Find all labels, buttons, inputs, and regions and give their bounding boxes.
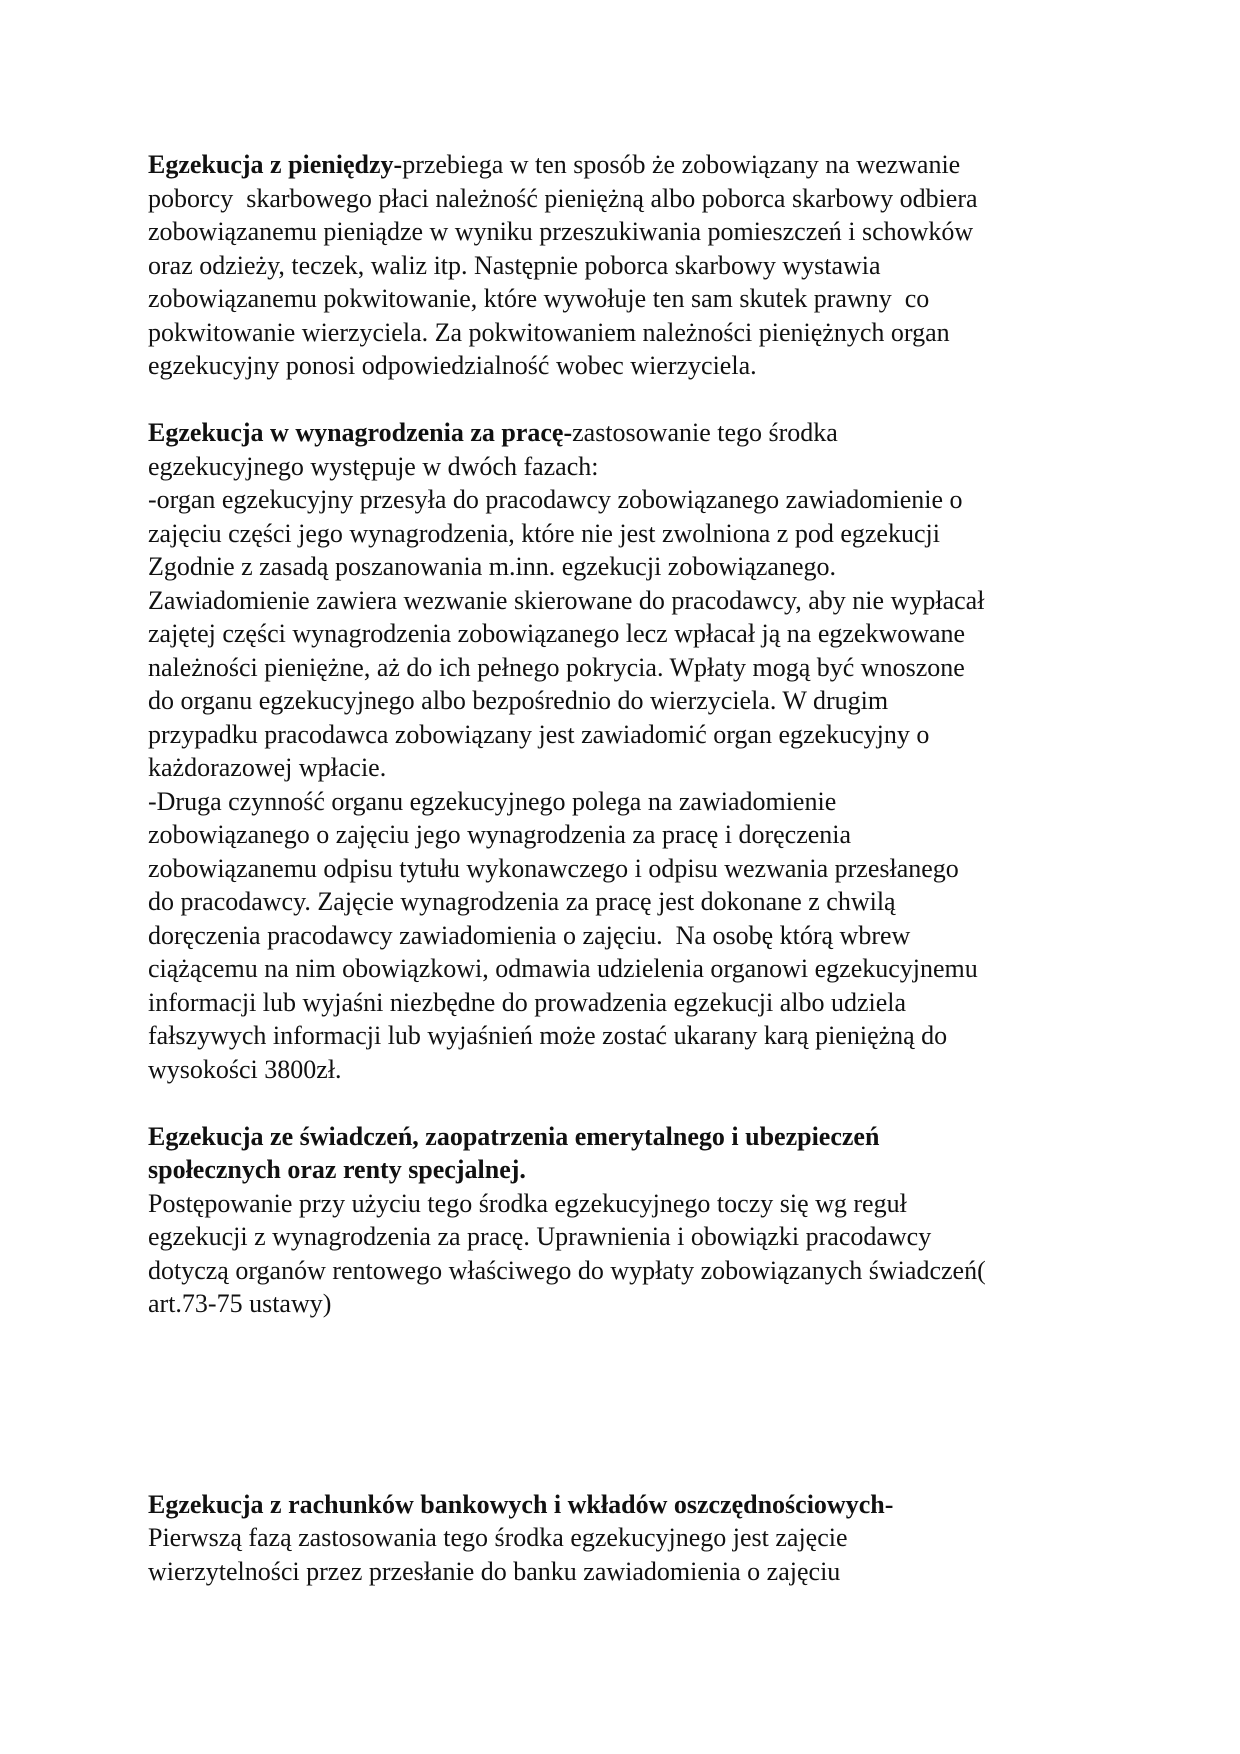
paragraph-spacer	[148, 1086, 1108, 1120]
paragraph-line: informacji lub wyjaśni niezbędne do prowadzenia egzekucji albo udziela	[148, 987, 907, 1017]
section-egzekucja-z-pieniedzy	[148, 148, 1108, 383]
document-page	[148, 148, 1108, 1588]
paragraph-line: -organ egzekucyjny przesyła do pracodawcy zobowiązanego zawiadomienie o	[148, 485, 963, 514]
paragraph-line: każdorazowej wpłacie.	[148, 753, 387, 782]
paragraph-line: do pracodawcy. Zajęcie wynagrodzenia za pracę jest dokonane z chwilą	[148, 887, 896, 916]
paragraph-line: egzekucyjny ponosi odpowiedzialność wobec wierzyciela.	[148, 351, 757, 380]
paragraph-line: należności pieniężne, aż do ich pełnego pokrycia. Wpłaty mogą być wnoszone	[148, 652, 965, 682]
section-egzekucja-z-rachunkow	[148, 1488, 1108, 1589]
paragraph-spacer	[148, 383, 1108, 417]
section-heading: Egzekucja ze świadczeń, zaopatrzenia emerytalnego i ubezpieczeń	[148, 1121, 880, 1151]
section-heading: Egzekucja w wynagrodzenia za pracę-	[148, 418, 573, 447]
paragraph-line: pokwitowanie wierzyciela. Za pokwitowaniem należności pieniężnych organ	[148, 317, 950, 347]
paragraph-line: ciążącemu na nim obowiązkowi, odmawia udzielenia organowi egzekucyjnemu	[148, 954, 978, 983]
paragraph-line: wysokości 3800zł.	[148, 1054, 342, 1084]
section-heading: Egzekucja z rachunków bankowych i wkładów oszczędnościowych-	[148, 1489, 894, 1519]
paragraph-line: egzekucyjnego występuje w dwóch fazach:	[148, 451, 599, 481]
paragraph-line: Pierwszą fazą zastosowania tego środka egzekucyjnego jest zajęcie	[148, 1523, 848, 1552]
paragraph-line: oraz odzieży, teczek, waliz itp. Następnie poborca skarbowy wystawia	[148, 250, 881, 280]
paragraph-line: zajętej części wynagrodzenia zobowiązanego lecz wpłacał ją na egzekwowane	[148, 619, 966, 648]
paragraph-line: do organu egzekucyjnego albo bezpośrednio do wierzyciela. W drugim	[148, 686, 889, 715]
section-heading: społecznych oraz renty specjalnej.	[148, 1155, 526, 1184]
paragraph-line: Egzekucja w wynagrodzenia za pracę-zastosowanie tego środka	[148, 418, 838, 447]
section-heading: Egzekucja z pieniędzy-	[148, 150, 403, 179]
paragraph-line: zajęciu części jego wynagrodzenia, które nie jest zwolniona z pod egzekucji	[148, 518, 940, 548]
paragraph-line: doręczenia pracodawcy zawiadomienia o zajęciu. Na osobę którą wbrew	[148, 920, 911, 950]
paragraph-line: Zgodnie z zasadą poszanowania m.inn. egzekucji zobowiązanego.	[148, 552, 836, 581]
paragraph-line: fałszywych informacji lub wyjaśnień może zostać ukarany karą pieniężną do	[148, 1021, 948, 1050]
paragraph-line: zobowiązanemu pieniądze w wyniku przeszukiwania pomieszczeń i schowków	[148, 217, 974, 246]
paragraph-line: poborcy skarbowego płaci należność pieniężną albo poborca skarbowy odbiera	[148, 183, 978, 213]
section-egzekucja-z-wynagrodzenia	[148, 416, 1108, 1086]
paragraph-line: zobowiązanego o zajęciu jego wynagrodzenia za pracę i doręczenia	[148, 820, 852, 849]
paragraph-spacer	[148, 1321, 1108, 1488]
paragraph-line: dotyczą organów rentowego właściwego do wypłaty zobowiązanych świadczeń(	[148, 1255, 986, 1285]
paragraph-line: zobowiązanemu odpisu tytułu wykonawczego i odpisu wezwania przesłanego	[148, 853, 959, 883]
paragraph-line: -Druga czynność organu egzekucyjnego polega na zawiadomienie	[148, 786, 837, 816]
section-egzekucja-ze-swiadczen	[148, 1120, 1108, 1321]
paragraph-line: zobowiązanemu pokwitowanie, które wywołuje ten sam skutek prawny co	[148, 284, 930, 313]
paragraph-line: Zawiadomienie zawiera wezwanie skierowane do pracodawcy, aby nie wypłacał	[148, 585, 985, 615]
paragraph-line: przypadku pracodawca zobowiązany jest zawiadomić organ egzekucyjny o	[148, 719, 930, 749]
paragraph-line: wierzytelności przez przesłanie do banku zawiadomienia o zajęciu	[148, 1556, 841, 1586]
paragraph-line: art.73-75 ustawy)	[148, 1289, 332, 1318]
paragraph-line: Egzekucja z pieniędzy-przebiega w ten sposób że zobowiązany na wezwanie	[148, 150, 961, 179]
paragraph-line: Postępowanie przy użyciu tego środka egzekucyjnego toczy się wg reguł	[148, 1188, 907, 1218]
paragraph-line: egzekucji z wynagrodzenia za pracę. Uprawnienia i obowiązki pracodawcy	[148, 1222, 932, 1251]
